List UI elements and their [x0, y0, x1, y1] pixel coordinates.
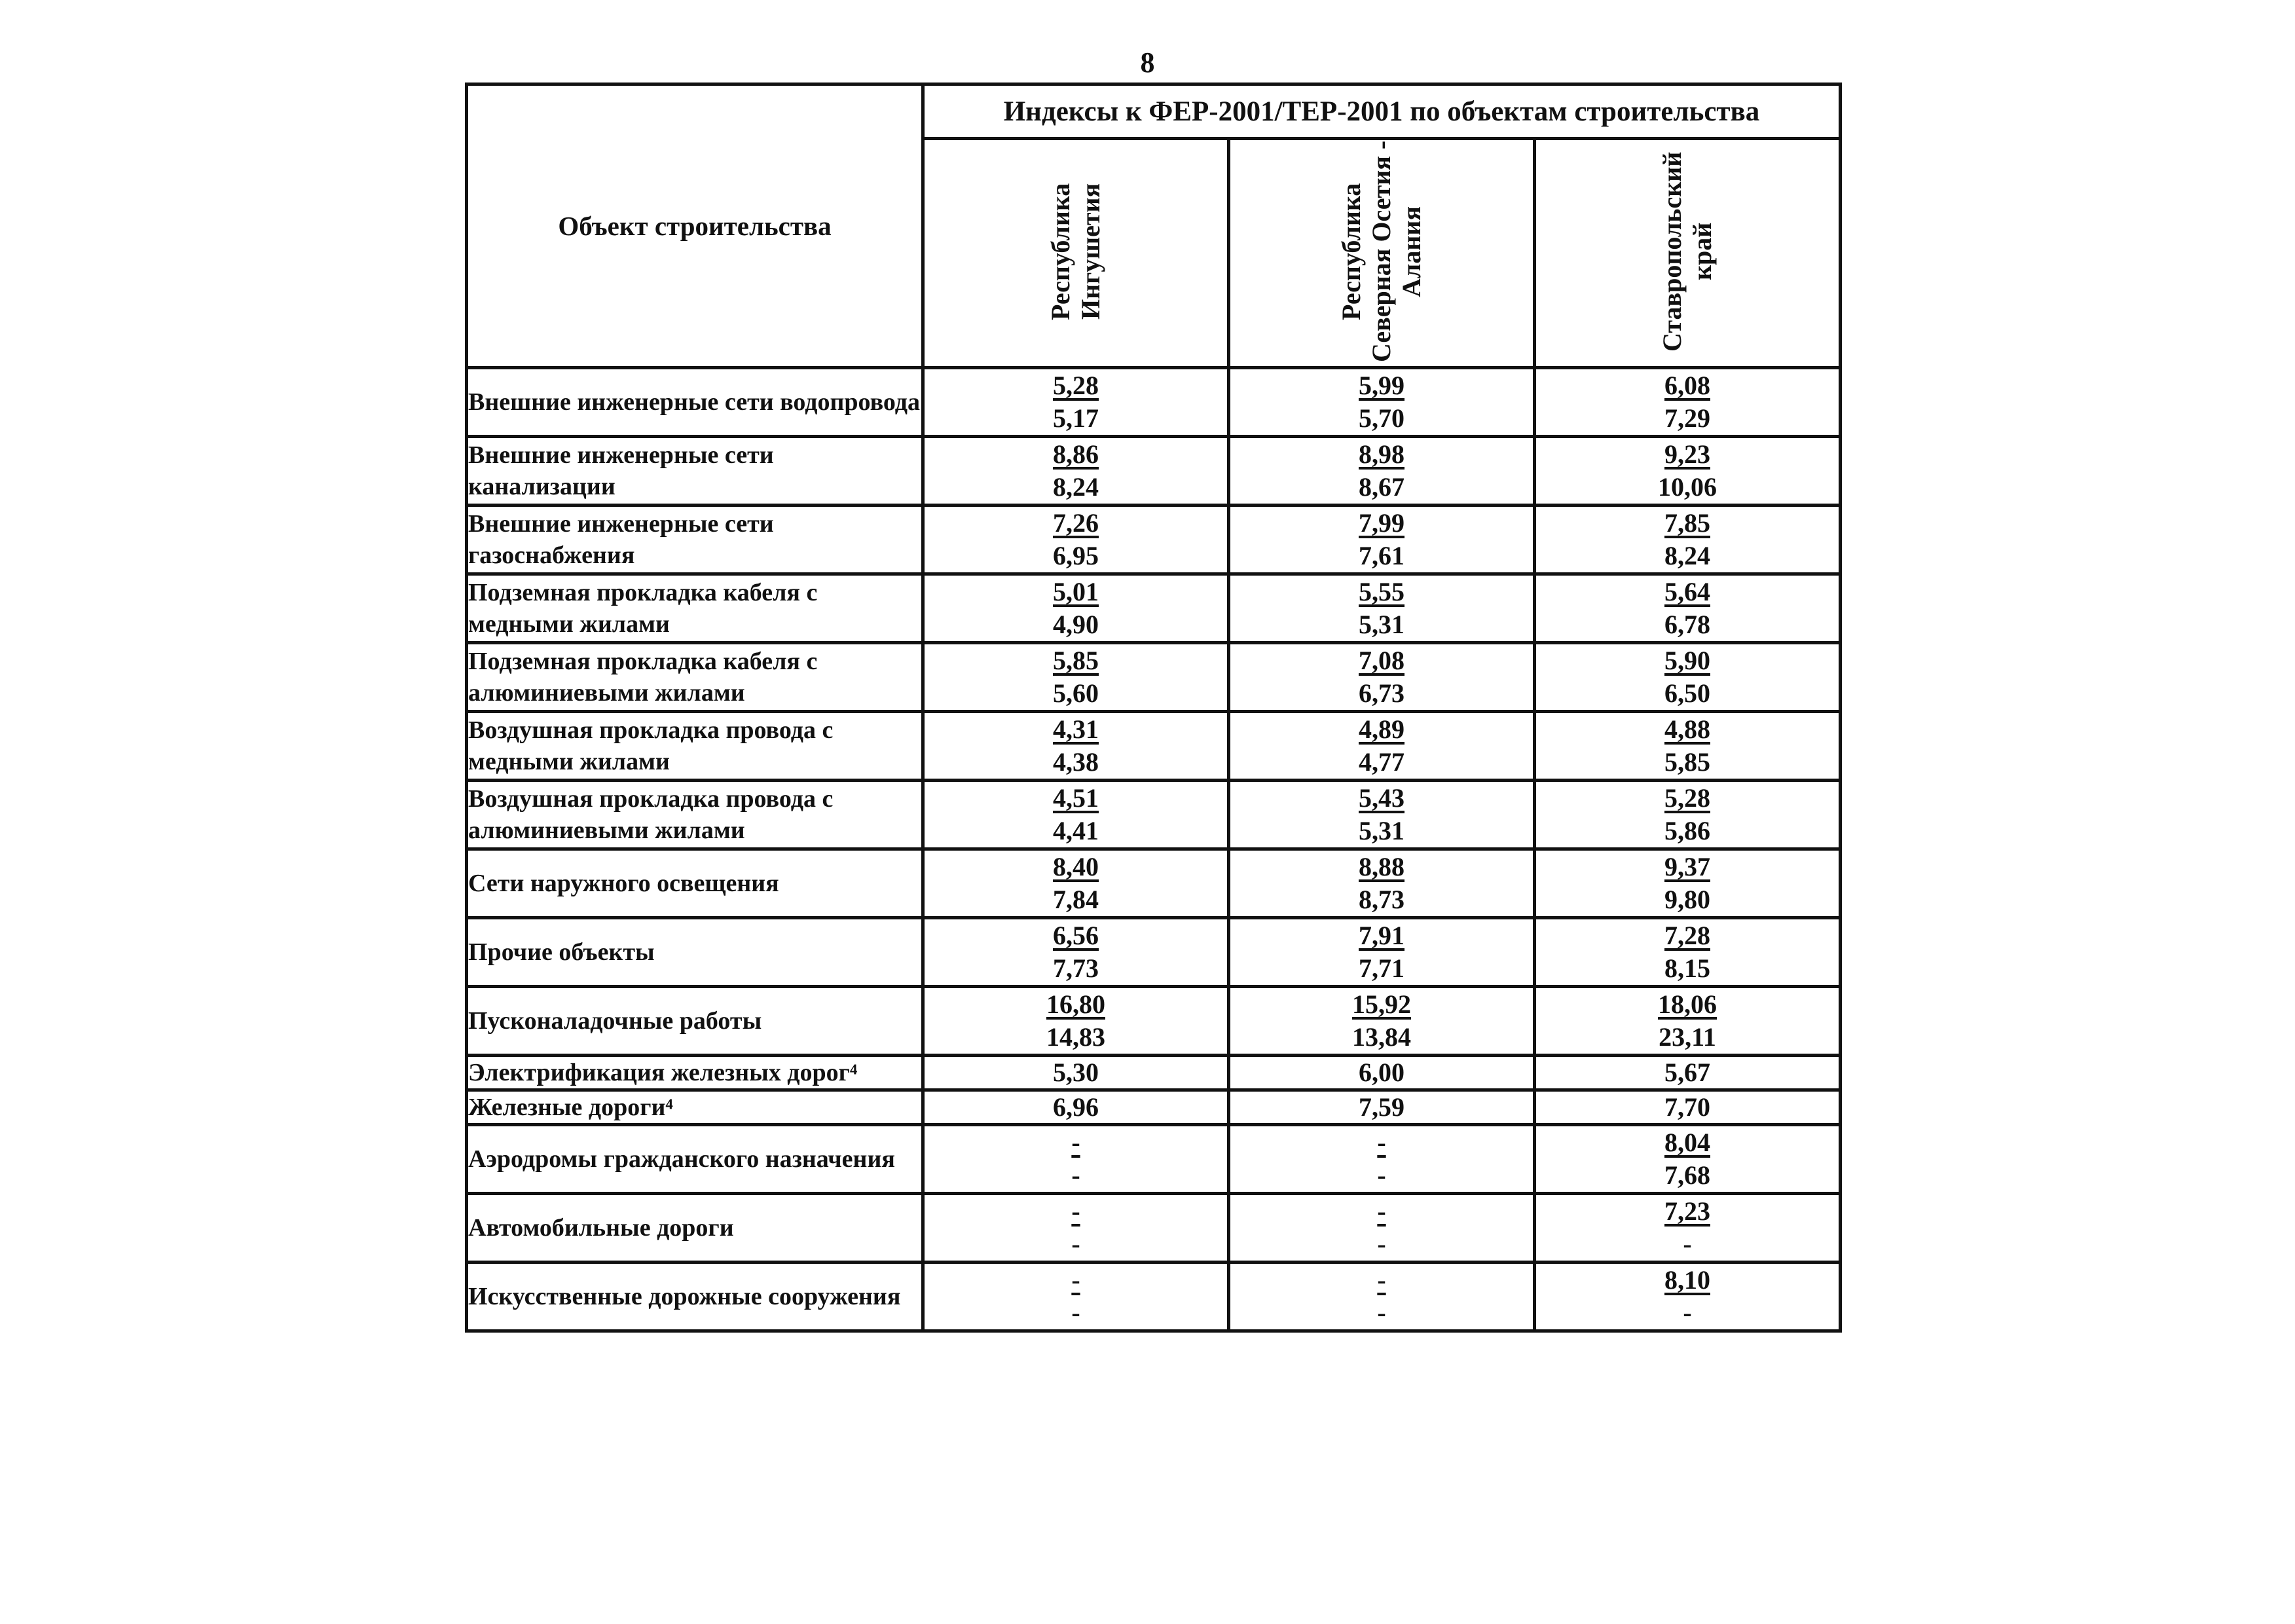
- index-value-top: 8,40: [1053, 852, 1099, 881]
- index-value-top: 5,55: [1359, 577, 1405, 606]
- index-value-top: 5,85: [1053, 646, 1099, 675]
- index-value-bottom: 9,80: [1664, 885, 1710, 914]
- index-cell: [1535, 849, 1841, 918]
- index-value-top: 5,64: [1664, 577, 1710, 606]
- index-value-top: 7,23: [1664, 1196, 1710, 1226]
- object-name-cell: Железные дороги⁴: [467, 1090, 923, 1125]
- index-value-top: 5,28: [1053, 371, 1099, 400]
- index-value-top: 7,91: [1359, 921, 1405, 950]
- table-row: [467, 987, 1841, 1056]
- index-cell: [1535, 437, 1841, 506]
- construction-index-table: [465, 83, 1842, 1333]
- index-cell: [923, 849, 1229, 918]
- index-cell: [1535, 643, 1841, 712]
- index-value-bottom: 6,95: [1053, 541, 1099, 570]
- object-name-cell: Внешние инженерные сети газоснабжения: [467, 506, 923, 574]
- index-value-top: 8,88: [1359, 852, 1405, 881]
- index-cell: [923, 1125, 1229, 1194]
- table-row: [467, 918, 1841, 987]
- index-cell: [1229, 987, 1535, 1056]
- object-name-cell: Пусконаладочные работы: [467, 987, 923, 1056]
- table-row: [467, 574, 1841, 643]
- index-value-top: 5,01: [1053, 577, 1099, 606]
- index-value-top: -: [1071, 1128, 1080, 1157]
- index-value-top: 5,43: [1359, 783, 1405, 813]
- index-cell: [923, 506, 1229, 574]
- index-value-top: 4,51: [1053, 783, 1099, 813]
- index-value-top: 7,28: [1664, 921, 1710, 950]
- index-value-bottom: 7,71: [1359, 953, 1405, 983]
- index-value-bottom: 7,61: [1359, 541, 1405, 570]
- index-cell: [1535, 1194, 1841, 1263]
- index-cell: [1229, 368, 1535, 437]
- index-value-bottom: 8,15: [1664, 953, 1710, 983]
- index-value-bottom: -: [1071, 1160, 1080, 1190]
- index-cell: [1229, 1090, 1535, 1125]
- index-value-top: -: [1377, 1265, 1386, 1295]
- index-value-bottom: 5,60: [1053, 678, 1099, 708]
- index-cell: [1535, 1090, 1841, 1125]
- table-row: [467, 1090, 1841, 1125]
- index-value-top: 5,90: [1664, 646, 1710, 675]
- index-value: 5,30: [1053, 1058, 1099, 1087]
- index-cell: [1229, 506, 1535, 574]
- table-row: [467, 849, 1841, 918]
- index-value-bottom: 4,41: [1053, 816, 1099, 845]
- object-name-cell: Прочие объекты: [467, 918, 923, 987]
- index-value-top: -: [1377, 1128, 1386, 1157]
- table-row: [467, 643, 1841, 712]
- table-row: [467, 1263, 1841, 1331]
- index-value-top: -: [1071, 1265, 1080, 1295]
- index-value-bottom: 7,84: [1053, 885, 1099, 914]
- index-value-top: -: [1377, 1196, 1386, 1226]
- object-name-cell: Подземная прокладка кабеля с медными жилами: [467, 574, 923, 643]
- index-cell: [1229, 574, 1535, 643]
- index-cell: [923, 368, 1229, 437]
- column-header-region: [923, 139, 1229, 368]
- index-value-top: 4,88: [1664, 714, 1710, 744]
- region-label: Ставропольский край: [1657, 151, 1717, 352]
- index-cell: [1229, 643, 1535, 712]
- index-value-bottom: 5,17: [1053, 403, 1099, 433]
- index-value-top: 8,10: [1664, 1265, 1710, 1295]
- region-label: Республика Ингушетия: [1046, 183, 1105, 320]
- index-value-top: 7,08: [1359, 646, 1405, 675]
- index-cell: [923, 918, 1229, 987]
- index-value: 7,70: [1664, 1092, 1710, 1122]
- index-cell: [1229, 849, 1535, 918]
- object-name-cell: Подземная прокладка кабеля с алюминиевыми жилами: [467, 643, 923, 712]
- table-row: [467, 437, 1841, 506]
- column-header-object: Объект строительства: [467, 84, 923, 368]
- index-value-bottom: 5,31: [1359, 610, 1405, 639]
- index-value-bottom: 5,85: [1664, 747, 1710, 777]
- index-value-top: 18,06: [1658, 989, 1717, 1019]
- index-value-bottom: -: [1071, 1298, 1080, 1327]
- index-value-bottom: 4,90: [1053, 610, 1099, 639]
- index-cell: [1229, 918, 1535, 987]
- index-value: 6,96: [1053, 1092, 1099, 1122]
- index-value-top: 6,08: [1664, 371, 1710, 400]
- index-value-bottom: -: [1683, 1229, 1692, 1259]
- table-row: [467, 1194, 1841, 1263]
- index-value-bottom: 10,06: [1658, 472, 1717, 502]
- page-number: 8: [1140, 46, 1155, 79]
- index-value-top: 4,31: [1053, 714, 1099, 744]
- index-cell: [1229, 1263, 1535, 1331]
- index-cell: [923, 1090, 1229, 1125]
- index-cell: [1229, 712, 1535, 781]
- index-value-bottom: -: [1377, 1298, 1386, 1327]
- index-cell: [923, 643, 1229, 712]
- index-value-bottom: 13,84: [1352, 1022, 1411, 1052]
- index-cell: [923, 781, 1229, 849]
- index-value-top: 7,85: [1664, 508, 1710, 538]
- region-label: Республика Северная Осетия - Алания: [1336, 140, 1426, 363]
- index-value-top: 6,56: [1053, 921, 1099, 950]
- index-value: 7,59: [1359, 1092, 1405, 1122]
- index-value-bottom: 4,77: [1359, 747, 1405, 777]
- index-cell: [1535, 781, 1841, 849]
- index-value-top: 4,89: [1359, 714, 1405, 744]
- index-value-bottom: 8,24: [1053, 472, 1099, 502]
- index-value-bottom: 4,38: [1053, 747, 1099, 777]
- index-value-top: 8,04: [1664, 1128, 1710, 1157]
- table-body: [467, 368, 1841, 1331]
- object-name-cell: Внешние инженерные сети канализации: [467, 437, 923, 506]
- index-value-bottom: -: [1683, 1298, 1692, 1327]
- index-value-top: -: [1071, 1196, 1080, 1226]
- index-cell: [1535, 574, 1841, 643]
- index-value-bottom: 6,50: [1664, 678, 1710, 708]
- index-value: 5,67: [1664, 1058, 1710, 1087]
- object-name-cell: Автомобильные дороги: [467, 1194, 923, 1263]
- index-cell: [1229, 1194, 1535, 1263]
- index-value-bottom: 8,67: [1359, 472, 1405, 502]
- index-value-top: 15,92: [1352, 989, 1411, 1019]
- index-value-bottom: -: [1377, 1229, 1386, 1259]
- index-value-bottom: -: [1071, 1229, 1080, 1259]
- index-value-bottom: 6,73: [1359, 678, 1405, 708]
- index-value: 6,00: [1359, 1058, 1405, 1087]
- index-value-bottom: 5,31: [1359, 816, 1405, 845]
- index-cell: [923, 574, 1229, 643]
- column-header-region: [1535, 139, 1841, 368]
- index-value-top: 9,37: [1664, 852, 1710, 881]
- table-row: [467, 368, 1841, 437]
- index-cell: [923, 712, 1229, 781]
- index-value-bottom: 7,73: [1053, 953, 1099, 983]
- index-value-bottom: 8,24: [1664, 541, 1710, 570]
- column-header-region: [1229, 139, 1535, 368]
- index-cell: [1535, 1125, 1841, 1194]
- index-value-bottom: 6,78: [1664, 610, 1710, 639]
- index-value-top: 7,26: [1053, 508, 1099, 538]
- index-value-bottom: 5,70: [1359, 403, 1405, 433]
- object-name-cell: Электрификация железных дорог⁴: [467, 1056, 923, 1090]
- table-row: [467, 506, 1841, 574]
- index-cell: [1535, 1263, 1841, 1331]
- index-cell: [1535, 1056, 1841, 1090]
- table-row: [467, 781, 1841, 849]
- index-cell: [923, 437, 1229, 506]
- object-name-cell: Воздушная прокладка провода с алюминиевыми жилами: [467, 781, 923, 849]
- index-value-top: 5,99: [1359, 371, 1405, 400]
- table-row: [467, 1056, 1841, 1090]
- index-value-bottom: 14,83: [1046, 1022, 1105, 1052]
- object-name-cell: Искусственные дорожные сооружения: [467, 1263, 923, 1331]
- index-value-bottom: 7,68: [1664, 1160, 1710, 1190]
- index-cell: [1535, 506, 1841, 574]
- object-name-cell: Сети наружного освещения: [467, 849, 923, 918]
- column-group-header-indices: Индексы к ФЕР-2001/ТЕР-2001 по объектам строительства: [923, 84, 1841, 139]
- index-value-bottom: -: [1377, 1160, 1386, 1190]
- object-name-cell: Аэродромы гражданского назначения: [467, 1125, 923, 1194]
- index-value-bottom: 8,73: [1359, 885, 1405, 914]
- index-cell: [923, 1056, 1229, 1090]
- index-cell: [923, 987, 1229, 1056]
- index-value-top: 7,99: [1359, 508, 1405, 538]
- index-cell: [1229, 437, 1535, 506]
- index-cell: [1229, 781, 1535, 849]
- index-cell: [1535, 987, 1841, 1056]
- index-cell: [1229, 1056, 1535, 1090]
- index-cell: [923, 1263, 1229, 1331]
- index-value-bottom: 23,11: [1659, 1022, 1716, 1052]
- object-name-cell: Воздушная прокладка провода с медными жилами: [467, 712, 923, 781]
- index-value-bottom: 5,86: [1664, 816, 1710, 845]
- index-value-top: 16,80: [1046, 989, 1105, 1019]
- index-cell: [1535, 918, 1841, 987]
- index-cell: [923, 1194, 1229, 1263]
- index-value-top: 5,28: [1664, 783, 1710, 813]
- table-row: [467, 1125, 1841, 1194]
- index-value-top: 8,98: [1359, 439, 1405, 469]
- index-cell: [1535, 712, 1841, 781]
- object-name-cell: Внешние инженерные сети водопровода: [467, 368, 923, 437]
- table-row: [467, 712, 1841, 781]
- index-value-bottom: 7,29: [1664, 403, 1710, 433]
- index-cell: [1535, 368, 1841, 437]
- index-value-top: 8,86: [1053, 439, 1099, 469]
- index-value-top: 9,23: [1664, 439, 1710, 469]
- index-cell: [1229, 1125, 1535, 1194]
